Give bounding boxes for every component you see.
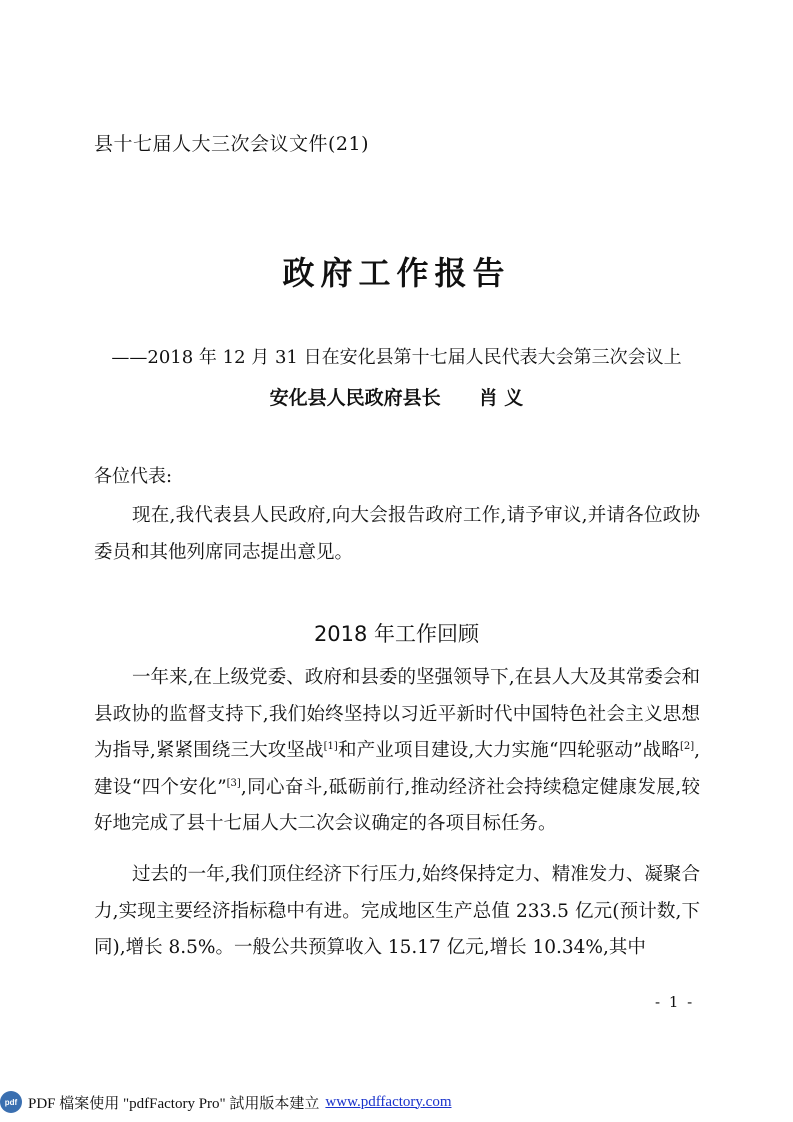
review-text-3: ,建设“四个安化” — [94, 740, 700, 798]
salutation: 各位代表: — [94, 466, 173, 487]
pdf-footer — [0, 1090, 520, 1114]
footnote-ref-2[interactable]: [2] — [679, 740, 695, 752]
byline-org: 安化县人民政府县长 — [269, 387, 441, 409]
review-text-1: 一年来,在上级党委、政府和县委的坚强领导下,在县人大及其常委会和县政协的监督支持下,我们始终坚持以习近平新时代中国特色社会主义思想为指导,紧紧围绕三大攻坚战 — [94, 667, 700, 761]
document-label: 县十七届人大三次会议文件(21) — [94, 133, 370, 155]
pdf-icon: pdf — [0, 1091, 22, 1113]
review-text-2: 和产业项目建设,大力实施“四轮驱动”战略 — [337, 740, 680, 761]
footnote-ref-1[interactable]: [1] — [323, 740, 338, 752]
report-title: 政府工作报告 — [282, 254, 511, 292]
page-number: - 1 - — [655, 993, 695, 1011]
footnote-ref-3[interactable]: [3] — [226, 777, 241, 789]
footer-link[interactable]: www.pdffactory.com — [325, 1093, 452, 1110]
byline-name: 肖 义 — [478, 387, 524, 409]
economy-paragraph: 过去的一年,我们顶住经济下行压力,始终保持定力、精准发力、凝聚合力,实现主要经济指标稳中有进。完成地区生产总值 233.5 亿元(预计数,下同),增长 8.5%。一般公共预算收入 15.17 亿元,增长 10.34%,其中 — [94, 864, 700, 958]
review-paragraph — [94, 660, 700, 843]
footer-text: PDF 檔案使用 "pdfFactory Pro" 試用版本建立 — [28, 1095, 320, 1112]
report-subtitle: ——2018 年 12 月 31 日在安化县第十七届人民代表大会第三次会议上 — [111, 347, 682, 368]
intro-paragraph: 现在,我代表县人民政府,向大会报告政府工作,请予审议,并请各位政协委员和其他列席同志提出意见。 — [94, 505, 700, 563]
byline — [0, 383, 793, 410]
review-text-4: ,同心奋斗,砥砺前行,推动经济社会持续稳定健康发展,较好地完成了县十七届人大二次会议确定的各项目标任务。 — [94, 776, 700, 834]
section-heading: 2018 年工作回顾 — [313, 622, 480, 646]
